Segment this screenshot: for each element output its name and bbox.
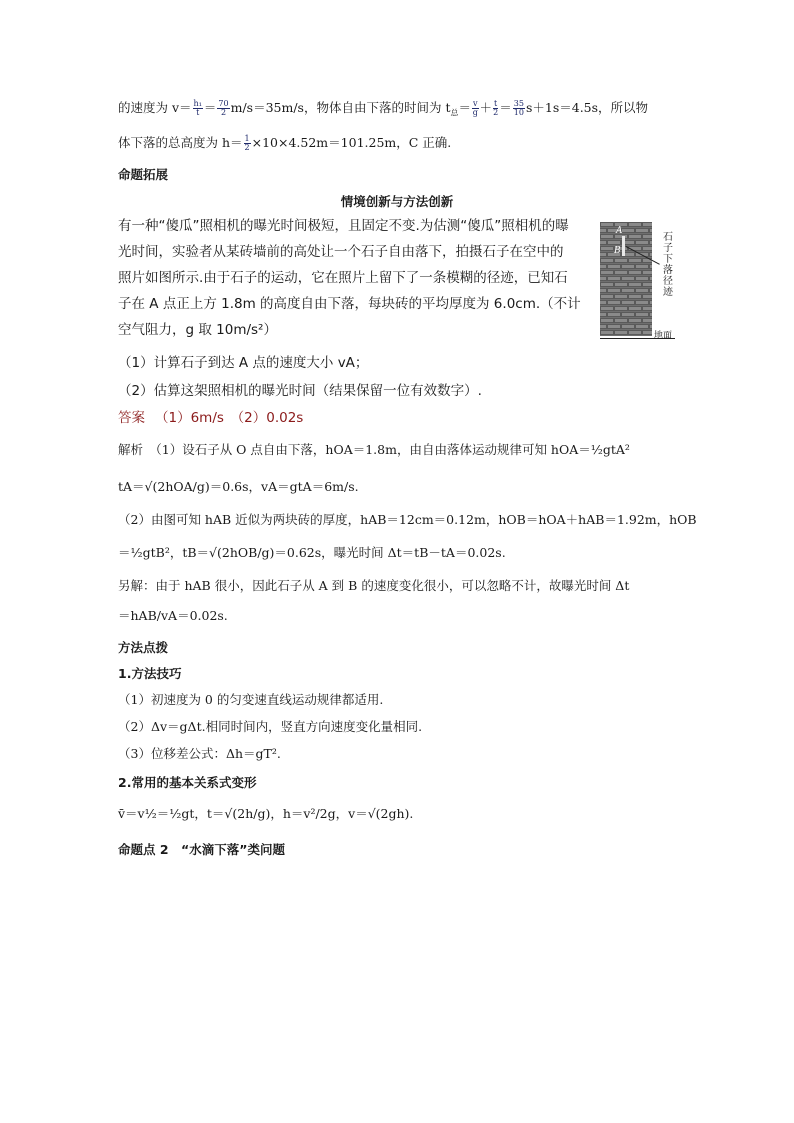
brick — [649, 324, 652, 329]
brick — [607, 264, 621, 269]
subscript: 总 — [450, 108, 459, 118]
brick — [600, 330, 614, 335]
brick — [628, 318, 642, 323]
brick — [635, 228, 649, 233]
brick — [642, 222, 652, 227]
text-span: ＝ — [458, 100, 471, 115]
brick — [642, 318, 652, 323]
brick — [649, 276, 652, 281]
brick — [642, 306, 652, 311]
answer-line — [118, 410, 303, 426]
brick — [607, 276, 621, 281]
brick — [600, 324, 607, 329]
brick — [621, 324, 635, 329]
fraction: $\frac{\text{h₁}}{t}$ — [193, 99, 202, 117]
brick — [621, 228, 635, 233]
brick — [600, 234, 614, 239]
brick — [614, 318, 628, 323]
method-item-3: （3）位移差公式：Δh＝gT². — [118, 746, 281, 761]
brick — [614, 294, 628, 299]
stone-trajectory-streak — [622, 236, 625, 256]
answer-text: （1）6m/s （2）0.02s — [155, 410, 304, 426]
analysis-line-3: （2）由图可知 hAB 近似为两块砖的厚度，hAB＝12cm＝0.12m，hOB＝hOA＋hAB＝1.92m，hOB — [118, 512, 697, 527]
next-topic-heading: 命题点 2 “水滴下落”类问题 — [118, 842, 285, 857]
brick — [642, 270, 652, 275]
fraction: $\frac{v}{g}$ — [472, 99, 478, 117]
brick — [600, 282, 614, 287]
brick — [600, 318, 614, 323]
fraction: $\frac{35}{10}$ — [513, 99, 524, 117]
brick — [635, 240, 649, 245]
trajectory-side-label: 石子下落径迹 — [663, 232, 673, 298]
fraction: $\frac{1}{2}$ — [244, 134, 250, 152]
innovation-title: 情境创新与方法创新 — [340, 194, 454, 209]
brick — [621, 264, 635, 269]
brick — [600, 306, 614, 311]
brick — [600, 252, 607, 257]
analysis-line-4: ＝½gtB²，tB＝√(2hOB/g)＝0.62s，曝光时间 Δt＝tB－tA＝0.02s. — [118, 545, 506, 560]
problem-line-3: 照片如图所示.由于石子的运动，它在照片上留下了一条模糊的径迹，已知石 — [118, 270, 568, 286]
solution-line-2 — [118, 135, 451, 152]
brick — [614, 282, 628, 287]
brick — [635, 288, 649, 293]
brick — [621, 288, 635, 293]
text-span: m/s＝35m/s，物体自由下落的时间为 t — [230, 100, 451, 115]
brick — [600, 276, 607, 281]
brick — [635, 276, 649, 281]
text-span: s＋1s＝4.5s，所以物 — [525, 100, 649, 115]
method-subheading-1: 1.方法技巧 — [118, 666, 182, 681]
method-formula-line: v̄＝v½＝½gt，t＝√(2h/g)，h＝v²/2g，v＝√(2gh). — [118, 806, 414, 821]
brick — [600, 258, 614, 263]
brick — [649, 228, 652, 233]
question-2: （2）估算这架照相机的曝光时间（结果保留一位有效数字）. — [118, 383, 482, 399]
text-span: ＋ — [479, 100, 493, 115]
brick — [649, 240, 652, 245]
brick — [635, 264, 649, 269]
brick — [628, 222, 642, 227]
brick — [600, 294, 614, 299]
analysis-line-5: 另解：由于 hAB 很小，因此石子从 A 到 B 的速度变化很小，可以忽略不计，故曝光时间 Δt — [118, 578, 630, 593]
fraction: $\frac{70}{2}$ — [218, 99, 229, 117]
brick — [621, 312, 635, 317]
brick — [600, 222, 614, 227]
brick — [642, 246, 652, 251]
brick — [628, 306, 642, 311]
problem-line-4: 子在 A 点正上方 1.8m 的高度自由下落，每块砖的平均厚度为 6.0cm.（不计 — [118, 296, 581, 312]
analysis-line-1: 解析 （1）设石子从 O 点自由下落，hOA＝1.8m，由自由落体运动规律可知 hOA＝½gtA² — [118, 442, 630, 457]
point-b-label: B — [614, 246, 621, 256]
brick — [600, 288, 607, 293]
brick — [614, 270, 628, 275]
brick — [628, 270, 642, 275]
brick — [607, 300, 621, 305]
point-a-label: A — [616, 226, 623, 236]
brick — [642, 282, 652, 287]
text-span: 的速度为 v＝ — [118, 100, 192, 115]
brick — [635, 324, 649, 329]
brick — [600, 246, 614, 251]
brick — [614, 258, 628, 263]
brick — [600, 312, 607, 317]
question-1: （1）计算石子到达 A 点的速度大小 vA； — [118, 355, 369, 371]
brick — [628, 294, 642, 299]
brick — [607, 288, 621, 293]
brick — [628, 282, 642, 287]
text-span: 体下落的总高度为 h＝ — [118, 135, 243, 150]
brick — [642, 234, 652, 239]
problem-line-5: 空气阻力，g 取 10m/s²） — [118, 322, 277, 338]
brick-wall-photo — [600, 222, 652, 336]
brick — [649, 300, 652, 305]
brick — [600, 270, 614, 275]
fraction: $\frac{t}{2}$ — [493, 99, 499, 117]
brick — [607, 312, 621, 317]
method-item-1: （1）初速度为 0 的匀变速直线运动规律都适用. — [118, 692, 384, 707]
brick — [600, 228, 607, 233]
solution-line-1 — [118, 100, 648, 122]
brick — [628, 234, 642, 239]
problem-line-2: 光时间，实验者从某砖墙前的高处让一个石子自由落下，拍摄石子在空中的 — [118, 244, 564, 260]
brick — [628, 330, 642, 335]
brick — [621, 276, 635, 281]
problem-line-1: 有一种“傻瓜”照相机的曝光时间极短，且固定不变.为估测“傻瓜”照相机的曝 — [118, 218, 569, 234]
analysis-line-6: ＝hAB/vA＝0.02s. — [118, 608, 228, 623]
text-span: ＝ — [203, 100, 217, 115]
brick — [642, 294, 652, 299]
brick — [600, 264, 607, 269]
brick — [635, 312, 649, 317]
brick — [614, 330, 628, 335]
text-span: ×10×4.52m＝101.25m，C 正确. — [251, 135, 452, 150]
brick — [649, 252, 652, 257]
brick — [649, 264, 652, 269]
brick — [642, 330, 652, 335]
answer-label: 答案 — [118, 410, 145, 426]
brick — [614, 306, 628, 311]
brick — [607, 240, 621, 245]
brick — [649, 288, 652, 293]
method-subheading-2: 2.常用的基本关系式变形 — [118, 775, 257, 790]
brick — [621, 300, 635, 305]
text-span: ＝ — [499, 100, 512, 115]
section-heading-extension: 命题拓展 — [118, 167, 169, 182]
brick — [600, 240, 607, 245]
analysis-line-2: tA＝√(2hOA/g)＝0.6s，vA＝gtA＝6m/s. — [118, 479, 359, 494]
brick — [600, 300, 607, 305]
method-item-2: （2）Δv＝gΔt.相同时间内，竖直方向速度变化量相同. — [118, 719, 423, 734]
ground-label: 地面 — [654, 331, 673, 341]
method-heading: 方法点拨 — [118, 640, 169, 655]
brick — [607, 324, 621, 329]
brick — [635, 300, 649, 305]
brick — [649, 312, 652, 317]
brick — [628, 258, 642, 263]
